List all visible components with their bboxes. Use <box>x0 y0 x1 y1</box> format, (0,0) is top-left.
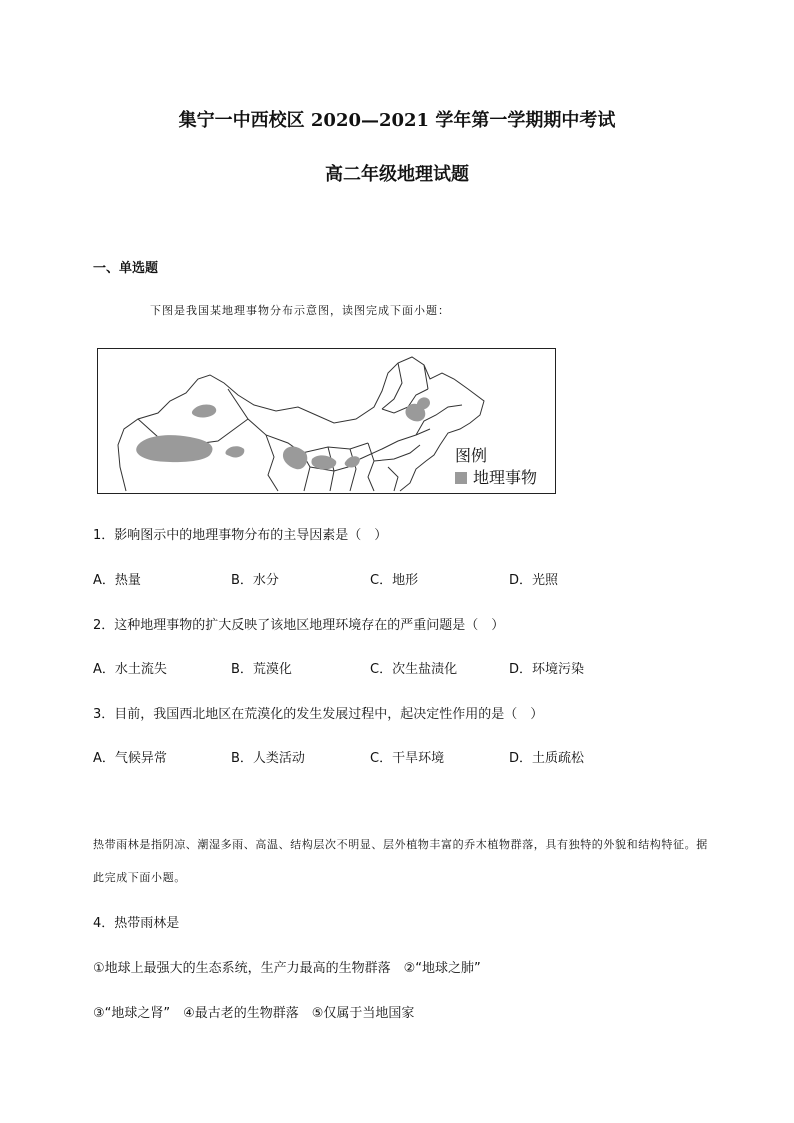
question-3-option-c[interactable]: C．干旱环境 <box>370 751 445 766</box>
desert-gurbantunggut <box>192 405 216 418</box>
desert-qaidam <box>225 446 244 457</box>
legend-title: 图例 <box>454 446 487 465</box>
desert-badain <box>283 447 307 470</box>
question-1-option-a[interactable]: A．热量 <box>93 573 141 588</box>
province-border <box>360 429 430 459</box>
question-1-option-d[interactable]: D．光照 <box>509 573 559 588</box>
exam-subtitle: 高二年级地理试题 <box>325 164 469 185</box>
exam-title: 集宁一中西校区 2020—2021 学年第一学期期中考试 <box>178 110 616 131</box>
question-2-option-d[interactable]: D．环境污染 <box>509 662 585 677</box>
province-border <box>388 467 398 491</box>
question-2-option-c[interactable]: C．次生盐渍化 <box>370 662 458 677</box>
province-border <box>350 449 356 491</box>
question-1-stem: 1．影响图示中的地理事物分布的主导因素是（ ） <box>93 528 388 543</box>
question-4-statement-line-1: ①地球上最强大的生态系统，生产力最高的生物群落 ②“地球之肺” <box>93 961 481 976</box>
province-border <box>302 443 368 453</box>
question-3-option-a[interactable]: A．气候异常 <box>93 751 167 766</box>
map-legend <box>455 445 537 489</box>
question-4-statement-line-2: ③“地球之肾” ④最古老的生物群落 ⑤仅属于当地国家 <box>93 1006 415 1021</box>
china-distribution-map <box>97 348 556 494</box>
province-border <box>328 447 334 491</box>
province-border <box>266 435 278 491</box>
country-outline <box>118 357 484 491</box>
legend-entry <box>455 467 537 489</box>
question-1-option-c[interactable]: C．地形 <box>370 573 419 588</box>
distribution-areas <box>136 397 430 469</box>
section-heading: 一、单选题 <box>93 261 159 276</box>
province-border <box>374 445 420 461</box>
question-4-stem: 4．热带雨林是 <box>93 916 180 931</box>
question-3-stem: 3．目前，我国西北地区在荒漠化的发生发展过程中，起决定性作用的是（ ） <box>93 707 544 722</box>
province-border <box>368 443 374 491</box>
question-2-option-b[interactable]: B．荒漠化 <box>231 662 292 677</box>
question-2-stem: 2．这种地理事物的扩大反映了该地区地理环境存在的严重问题是（ ） <box>93 618 505 633</box>
desert-muus <box>345 456 360 467</box>
question-3-option-d[interactable]: D．土质疏松 <box>509 751 585 766</box>
sandy-land-hunshandake <box>417 397 430 409</box>
question-3-option-b[interactable]: B．人类活动 <box>231 751 305 766</box>
question-2-option-a[interactable]: A．水土流失 <box>93 662 167 677</box>
group1-intro: 下图是我国某地理事物分布示意图，读图完成下面小题： <box>150 304 450 317</box>
group2-intro: 热带雨林是指阴凉、潮湿多雨、高温、结构层次不明显、层外植物丰富的乔木植物群落，具有独特的外貌和结构特征。据此完成下面小题。 <box>93 838 708 884</box>
question-1-option-b[interactable]: B．水分 <box>231 573 279 588</box>
legend-label: 地理事物 <box>472 468 537 487</box>
province-border <box>382 363 402 409</box>
desert-taklimakan <box>136 435 212 462</box>
legend-swatch <box>455 472 467 484</box>
